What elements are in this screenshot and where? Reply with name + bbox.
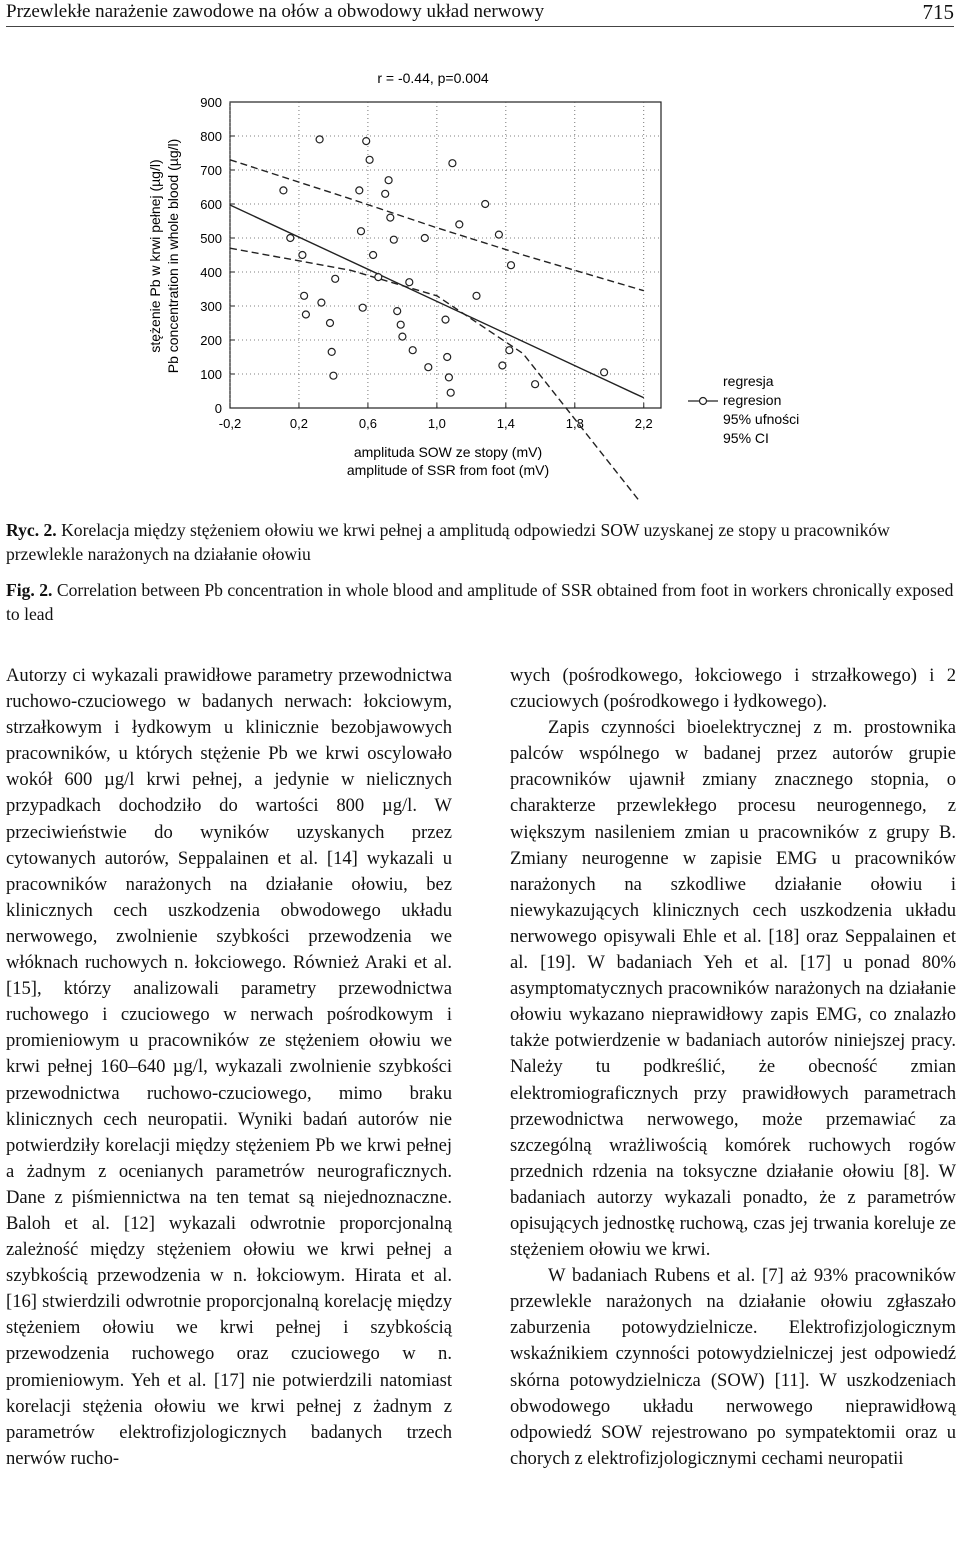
legend-ufnosci: 95% ufności <box>723 411 800 427</box>
data-point <box>482 201 489 208</box>
data-point <box>356 187 363 194</box>
y-tick-label: 900 <box>200 95 222 110</box>
data-point <box>399 333 406 340</box>
paragraph: W badaniach Rubens et al. [7] aż 93% pracowników przewlekle narażonych na działanie ołowiu zgłaszało zaburzenia potowydzielnicze. Elektrofizjologicznym wskaźnikiem czynności potowydzielniczej jest odpowiedź skórna potowydzielnicza (SOW) [11]. W uszkodzeniach obwodowego układu nerwowego nieprawidłową odpowiedź SOW rejestrowano po sympatektomii oraz u chorych z elektrofizjologicznymi cechami neuropatii <box>510 1265 956 1469</box>
plot-frame <box>230 102 661 408</box>
data-point <box>506 347 513 354</box>
legend-ci: 95% CI <box>723 430 769 446</box>
data-point <box>421 235 428 242</box>
data-point <box>332 275 339 282</box>
regression-line <box>230 205 644 398</box>
y-tick-label: 200 <box>200 333 222 348</box>
data-point <box>445 374 452 381</box>
grid <box>230 102 661 408</box>
data-point <box>495 231 502 238</box>
data-point <box>409 347 416 354</box>
data-point <box>394 308 401 315</box>
data-point <box>301 292 308 299</box>
legend-regresion: regresion <box>723 392 782 408</box>
caption-en <box>6 578 954 626</box>
figure-scatter-plot <box>0 30 960 500</box>
page-number: 715 <box>922 0 954 24</box>
paragraph: Zapis czynności bioelektrycznej z m. prostownika palców wspólnego w badanej przez autorów grupie pracowników ujawnił zmiany znacznego stopnia, o charakterze przewlekłego procesu neurogennego, z większym nasileniem zmian u pracowników z grupy B. Zmiany neurogenne w zapisie EMG u pracowników narażonych na szkodliwe działanie ołowiu i niewykazujących klinicznych cech uszkodzenia układu nerwowego opisywali Ehle et al. [18] oraz Seppalainen et al. [19]. W badaniach Yeh et al. [17] u ponad 80% asymptomatycznych pracowników narażonych na działanie ołowiu wykazano nieprawidłowy zapis EMG, co znalazło także potwierdzenie w badaniach autorów niniejszej pracy. Należy tu podkreślić, że obecność zmian elektromiograficznych przy prawidłowych parametrach przewodnictwa nerwowego, może przemawiać za szczególną wrażliwością komórek ruchowych rogów przednich rdzenia na toksyczne działanie ołowiu [8]. W badaniach autorzy wykazali ponadto, że z parametrów opisujących jednostkę ruchową, czas jej trwania koreluje ze stężeniem ołowiu we krwi. <box>510 717 956 1261</box>
data-point <box>358 228 365 235</box>
data-point <box>385 177 392 184</box>
y-tick-label: 500 <box>200 231 222 246</box>
data-point <box>359 304 366 311</box>
data-point <box>330 372 337 379</box>
x-tick-labels <box>219 416 653 431</box>
running-title: Przewlekłe narażenie zawodowe na ołów a obwodowy układ nerwowy <box>6 1 545 22</box>
y-tick-label: 600 <box>200 197 222 212</box>
data-point <box>499 362 506 369</box>
y-axis-label-en: Pb concentration in whole blood (µg/l) <box>165 138 181 374</box>
data-point <box>449 160 456 167</box>
y-tick-label: 400 <box>200 265 222 280</box>
body-column-left <box>6 663 452 1472</box>
caption-pl-text: Korelacja między stężeniem ołowiu we krwi pełnej a amplitudą odpowiedzi SOW uzyskanej ze stopy u pracowników przewlekle narażonych na działanie ołowiu <box>6 520 890 564</box>
data-point <box>456 221 463 228</box>
data-point <box>382 190 389 197</box>
data-point <box>318 299 325 306</box>
y-axis-label-pl: stężenie Pb w krwi pełnej (µg/l) <box>147 159 163 353</box>
caption-en-label: Fig. 2. <box>6 580 53 600</box>
data-point <box>370 252 377 259</box>
data-point <box>397 321 404 328</box>
data-point <box>508 262 515 269</box>
y-tick-label: 700 <box>200 163 222 178</box>
data-point <box>299 252 306 259</box>
y-tick-label: 300 <box>200 299 222 314</box>
y-tick-label: 100 <box>200 367 222 382</box>
correlation-stat: r = -0.44, p=0.004 <box>377 70 489 86</box>
body-column-right <box>510 663 956 1472</box>
data-point <box>532 381 539 388</box>
x-tick-label: 0,2 <box>289 416 308 431</box>
y-tick-label: 800 <box>200 129 222 144</box>
legend <box>688 373 799 446</box>
x-axis-label-en: amplitude of SSR from foot (mV) <box>346 462 550 478</box>
data-point <box>287 235 294 242</box>
paragraph: Autorzy ci wykazali prawidłowe parametry przewodnictwa ruchowo-czuciowego w badanych nerwach: łokciowym, strzałkowym i łydkowym u klinicznie bezobjawowych pracowników, u których stężenie Pb we krwi oscylowało wokół 600 µg/l krwi pełnej, a jedynie w nielicznych przypadkach dochodziło do wartości 800 µg/l. W przeciwieństwie do wyników uzyskanych przez cytowanych autorów, Seppalainen et al. [14] wykazali u pracowników narażonych na działanie ołowiu, bez klinicznych cech uszkodzenia obwodowego układu nerwowego, zwolnienie szybkości przewodzenia we włóknach ruchowych n. łokciowego. Również Araki et al. [15], którzy analizowali parametry przewodnictwa ruchowego i czuciowego w nerwach pośrodkowym i promieniowym u pracowników ze stężeniem ołowiu we krwi pełnej 160–640 µg/l, wykazali zwolnienie szybkości przewodnictwa ruchowo-czuciowego, mimo braku klinicznych cech neuropatii. Wyniki badań autorów nie potwierdziły korelacji między stężeniem Pb we krwi pełnej a żadnym z ocenianych parametrów neurograficznych. Dane z piśmiennictwa na ten temat są niejednoznaczne. Baloh et al. [12] wykazali odwrotnie proporcjonalną zależność między stężeniem ołowiu we krwi pełnej a szybkością przewodzenia w n. łokciowym. Hirata et al. [16] stwierdzili odwrotnie proporcjonalną korelację między stężeniem ołowiu we krwi pełnej i szybkością przewodzenia ruchowego oraz czuciowego w n. promieniowym. Yeh et al. [17] nie potwierdzili natomiast korelacji stężenia ołowiu we krwi pełnej z żadnym z parametrów elektrofizjologicznych badanych trzech nerwów rucho- <box>6 665 452 1469</box>
x-tick-label: 1,4 <box>496 416 515 431</box>
x-tick-label: 1,0 <box>427 416 446 431</box>
legend-point-swatch <box>700 398 707 405</box>
data-point <box>447 389 454 396</box>
data-point <box>302 311 309 318</box>
data-point <box>387 214 394 221</box>
y-tick-label: 0 <box>214 401 222 416</box>
data-point <box>425 364 432 371</box>
y-tick-labels <box>200 95 222 416</box>
data-point <box>442 316 449 323</box>
x-tick-label: 0,6 <box>358 416 377 431</box>
paragraph: wych (pośrodkowego, łokciowego i strzałkowego) i 2 czuciowych (pośrodkowego i łydkowego). <box>510 665 956 713</box>
data-point <box>473 292 480 299</box>
data-point <box>390 236 397 243</box>
data-point <box>601 369 608 376</box>
caption-pl <box>6 518 954 566</box>
x-tick-label: -0,2 <box>218 416 242 431</box>
legend-regresja: regresja <box>723 373 774 389</box>
data-point <box>327 320 334 327</box>
x-tick-label: 1,8 <box>565 416 584 431</box>
x-tick-label: 2,2 <box>634 416 653 431</box>
data-point <box>366 156 373 163</box>
data-point <box>406 279 413 286</box>
data-point <box>280 187 287 194</box>
data-point <box>375 274 382 281</box>
data-point <box>328 348 335 355</box>
caption-en-text: Correlation between Pb concentration in whole blood and amplitude of SSR obtained from foot in workers chronically exposed to lead <box>6 580 954 624</box>
x-axis-label-pl: amplituda SOW ze stopy (mV) <box>353 444 543 460</box>
data-point <box>444 354 451 361</box>
data-point <box>363 138 370 145</box>
running-header <box>6 0 954 27</box>
caption-pl-label: Ryc. 2. <box>6 520 57 540</box>
ci-upper-line <box>230 160 644 291</box>
data-point <box>316 136 323 143</box>
